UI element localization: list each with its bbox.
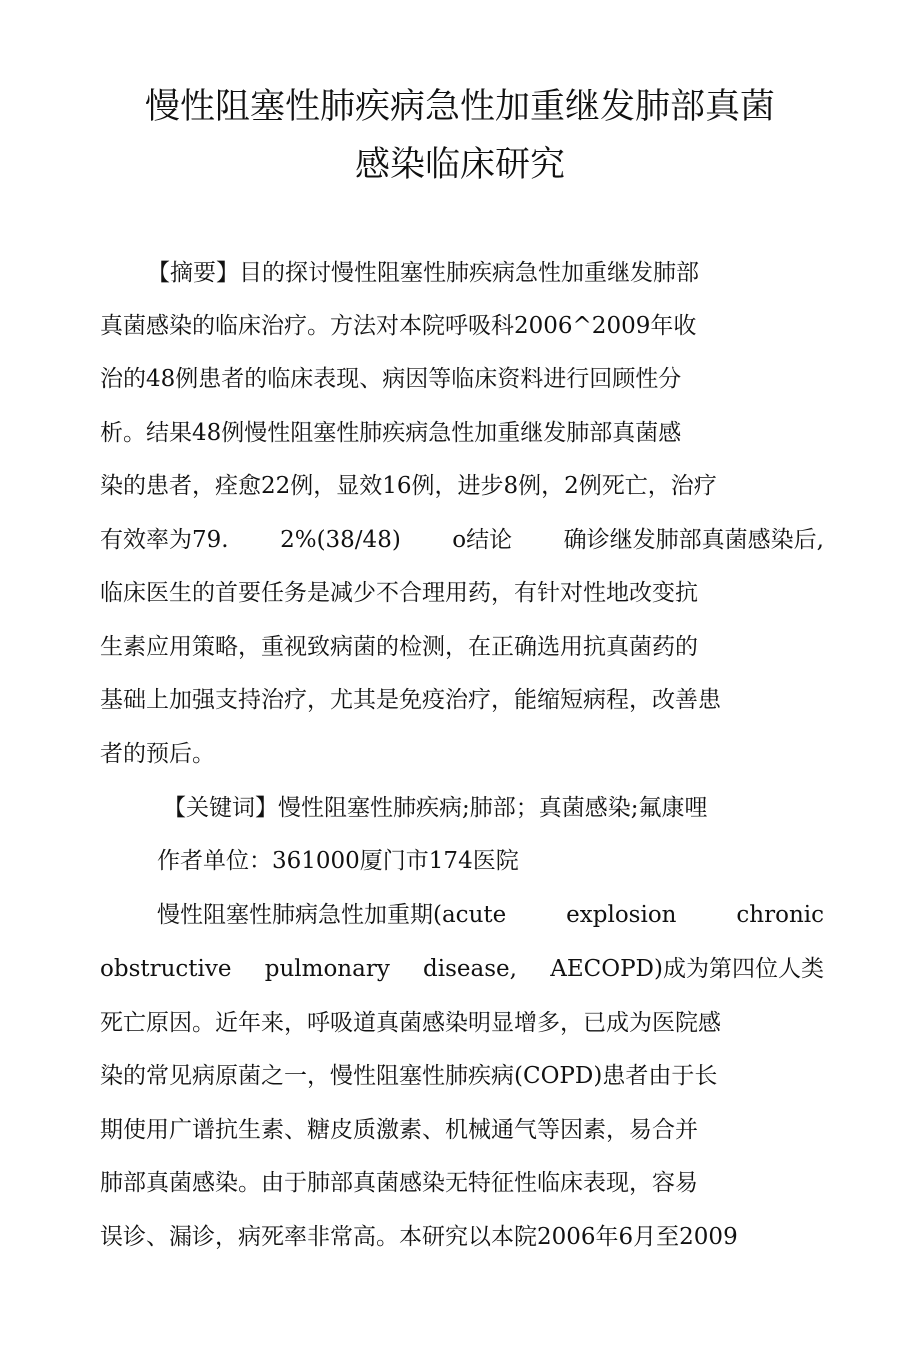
abstract-line: 基础上加强支持治疗，尤其是免疫治疗，能缩短病程，改善患 (100, 687, 721, 713)
abstract-line-part: 2%(38/48) (280, 527, 401, 553)
body-line: 肺部真菌感染。由于肺部真菌感染无特征性临床表现，容易 (100, 1170, 698, 1196)
abstract-line: 析。结果48例慢性阻塞性肺疾病急性加重继发肺部真菌感 (100, 420, 682, 446)
abstract-line: 治的48例患者的临床表现、病因等临床资料进行回顾性分 (100, 366, 682, 392)
body-line-justified (157, 904, 824, 927)
body-line: 误诊、漏诊，病死率非常高。本研究以本院2006年6月至2009 (100, 1224, 738, 1250)
body-line-part: pulmonary (264, 956, 390, 982)
body-line-part: 慢性阻塞性肺病急性加重期(acute (157, 902, 507, 928)
abstract-line: 【摘要】目的探讨慢性阻塞性肺疾病急性加重继发肺部 (147, 260, 699, 286)
abstract-line-part: 确诊继发肺部真菌感染后, (563, 527, 824, 553)
body-line-part: explosion (566, 902, 677, 928)
keywords-line: 【关键词】慢性阻塞性肺疾病;肺部；真菌感染;氟康哩 (163, 795, 708, 821)
body-line: 期使用广谱抗生素、糖皮质激素、机械通气等因素，易合并 (100, 1117, 698, 1143)
abstract-line: 者的预后。 (100, 741, 215, 767)
body-line-part: disease, (423, 956, 517, 982)
body-line-justified (100, 958, 824, 981)
abstract-line: 染的患者，痊愈22例，显效16例，进步8例，2例死亡，治疗 (100, 473, 717, 499)
abstract-line: 生素应用策略，重视致病菌的检测，在正确选用抗真菌药的 (100, 634, 698, 660)
body-line: 染的常见病原菌之一，慢性阻塞性肺疾病(COPD)患者由于长 (100, 1063, 718, 1089)
body-line-part: chronic (736, 902, 824, 928)
document-title-line-1: 慢性阻塞性肺疾病急性加重继发肺部真菌 (144, 87, 775, 127)
author-unit-line: 作者单位：361000厦门市174医院 (157, 848, 519, 874)
abstract-line: 临床医生的首要任务是减少不合理用药，有针对性地改变抗 (100, 580, 698, 606)
body-line: 死亡原因。近年来，呼吸道真菌感染明显增多，已成为医院感 (100, 1010, 721, 1036)
abstract-line-part: 有效率为79. (100, 527, 229, 553)
document-title-line-2: 感染临床研究 (354, 145, 565, 185)
abstract-line-justified (100, 529, 824, 552)
body-line-part: AECOPD)成为第四位人类 (550, 956, 824, 982)
body-line-part: obstructive (100, 956, 232, 982)
abstract-line-part: o结论 (452, 527, 513, 553)
abstract-line: 真菌感染的临床治疗。方法对本院呼吸科2006^2009年收 (100, 313, 697, 339)
